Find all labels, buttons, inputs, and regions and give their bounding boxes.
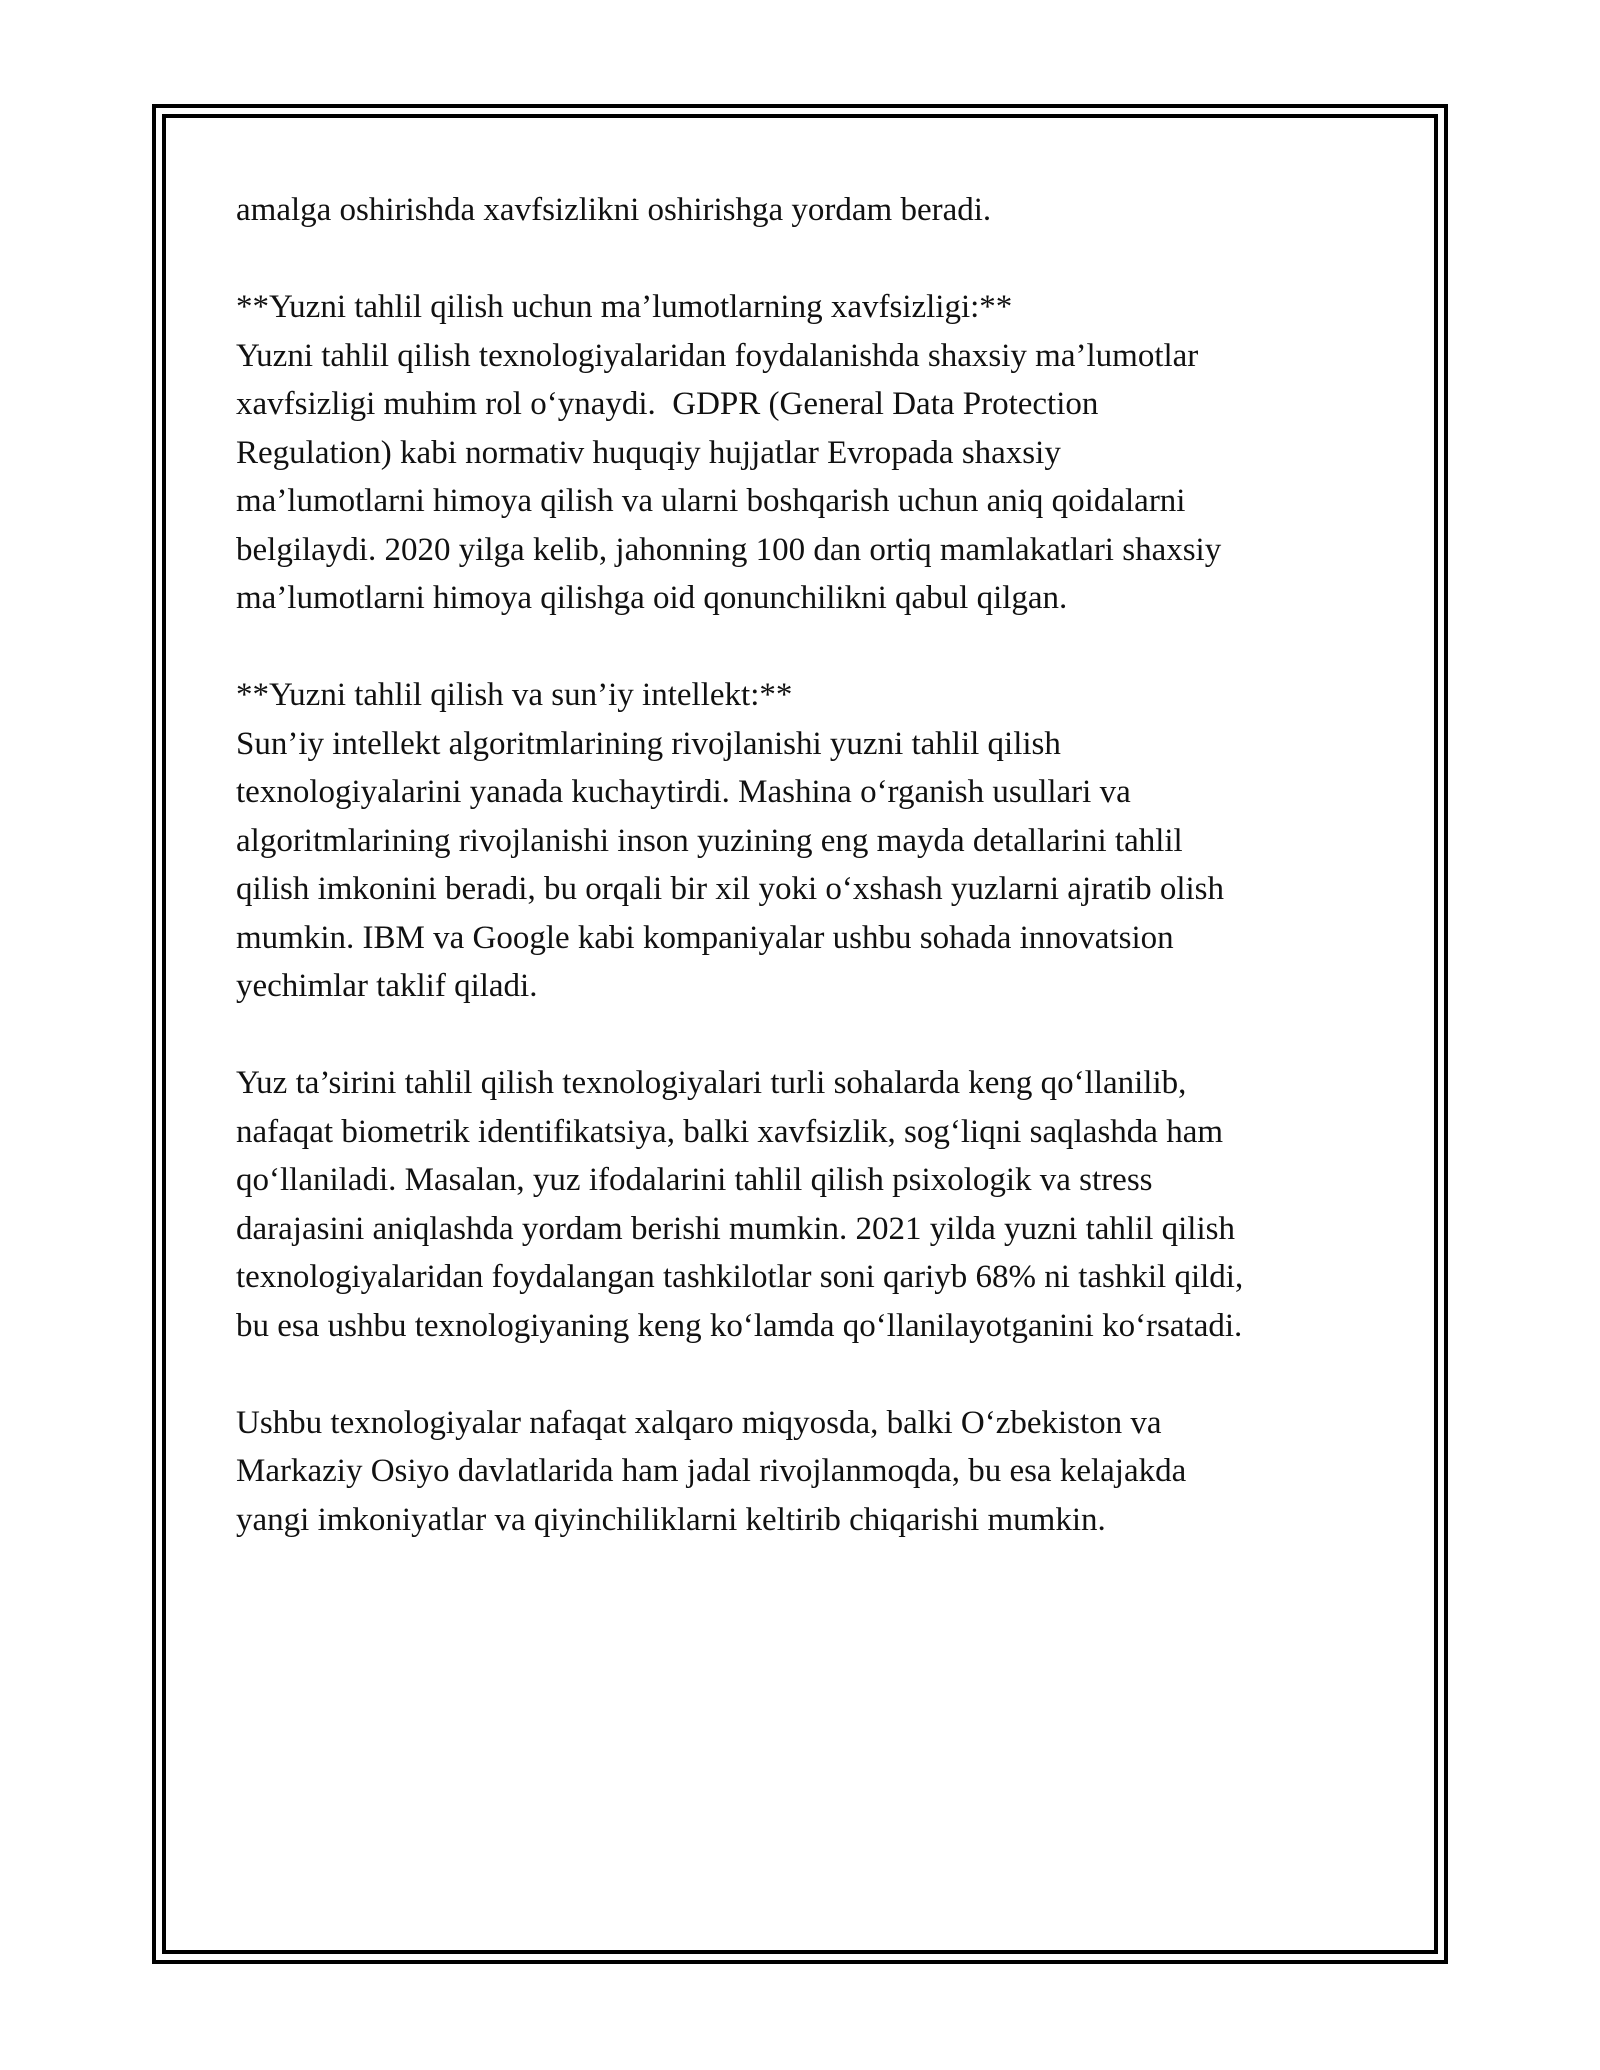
security-line: xavfsizligi muhim rol o‘ynaydi. GDPR (General Data Protection [236,386,1099,422]
ai-line: algoritmlarining rivojlanishi inson yuzining eng mayda detallarini tahlil [236,822,1183,859]
paragraph-spacer [236,1011,1376,1060]
document-body [236,186,1376,1544]
usage-line: texnologiyalaridan foydalangan tashkilotlar soni qariyb 68% ni tashkil qildi, [236,1259,1244,1295]
security-line: ma’lumotlarni himoya qilishga oid qonunchilikni qabul qilgan. [236,580,1068,616]
paragraph-spacer [236,235,1376,284]
usage-line: nafaqat biometrik identifikatsiya, balki xavfsizlik, sog‘liqni saqlashda ham [236,1113,1224,1150]
ai-line: mumkin. IBM va Google kabi kompaniyalar ushbu sohada innovatsion [236,919,1174,956]
security-line: belgilaydi. 2020 yilga kelib, jahonning 100 dan ortiq mamlakatlari shaxsiy [236,531,1222,568]
security-line: Regulation) kabi normativ huquqiy hujjatlar Evropada shaxsiy [236,434,1061,471]
paragraph-spacer [236,623,1376,672]
security-line: ma’lumotlarni himoya qilish va ularni boshqarish uchun aniq qoidalarni [236,483,1186,519]
paragraph-spacer [236,1350,1376,1399]
regional-line: Markaziy Osiyo davlatlarida ham jadal rivojlanmoqda, bu esa kelajakda [236,1453,1187,1489]
usage-line: Yuz ta’sirini tahlil qilish texnologiyalari turli sohalarda keng qo‘llanilib, [236,1065,1187,1101]
ai-line: Sun’iy intellekt algoritmlarining rivojlanishi yuzni tahlil qilish [236,725,1061,762]
ai-line: yechimlar taklif qiladi. [236,968,538,1004]
usage-line: darajasini aniqlashda yordam berishi mumkin. 2021 yilda yuzni tahlil qilish [236,1210,1235,1247]
section-heading-security: **Yuzni tahlil qilish uchun ma’lumotlarning xavfsizligi:** [236,289,1013,325]
usage-line: bu esa ushbu texnologiyaning keng ko‘lamda qo‘llanilayotganini ko‘rsatadi. [236,1307,1243,1344]
section-heading-ai: **Yuzni tahlil qilish va sun’iy intellekt:** [236,677,793,713]
regional-line: yangi imkoniyatlar va qiyinchiliklarni keltirib chiqarishi mumkin. [236,1501,1106,1538]
ai-line: texnologiyalarini yanada kuchaytirdi. Mashina o‘rganish usullari va [236,774,1131,810]
ai-line: qilish imkonini beradi, bu orqali bir xil yoki o‘xshash yuzlarni ajratib olish [236,871,1225,907]
security-line: Yuzni tahlil qilish texnologiyalaridan foydalanishda shaxsiy ma’lumotlar [236,337,1199,374]
intro-line: amalga oshirishda xavfsizlikni oshirishga yordam beradi. [236,192,992,228]
regional-line: Ushbu texnologiyalar nafaqat xalqaro miqyosda, balki O‘zbekiston va [236,1404,1162,1441]
usage-line: qo‘llaniladi. Masalan, yuz ifodalarini tahlil qilish psixologik va stress [236,1162,1153,1198]
